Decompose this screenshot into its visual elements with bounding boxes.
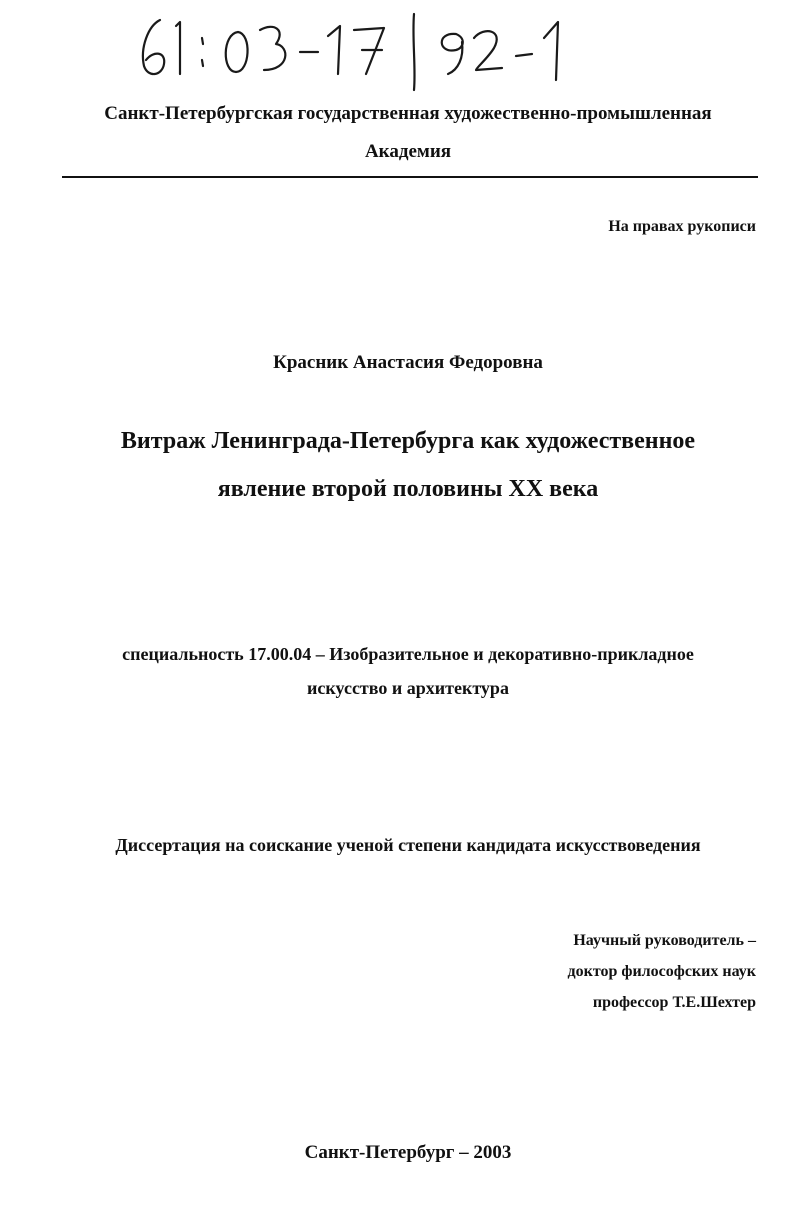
specialty-line-continued: искусство и архитектура — [307, 678, 509, 698]
author-name: Красник Анастасия Федоровна — [273, 352, 543, 373]
dissertation-title: Витраж Ленинграда-Петербурга как художественное — [120, 428, 696, 454]
advisor-name: профессор Т.Е.Шехтер — [592, 994, 756, 1011]
handwritten-mark-drawing — [130, 8, 600, 92]
specialty-line: специальность 17.00.04 – Изобразительное и декоративно-прикладное — [122, 644, 694, 664]
rights-note: На правах рукописи — [608, 218, 756, 235]
institution-name: Санкт-Петербургская государственная художественно-промышленная — [104, 103, 712, 124]
advisor-degree: доктор философских наук — [567, 963, 756, 980]
dissertation-note: Диссертация на соискание ученой степени кандидата искусствоведения — [115, 835, 701, 855]
city-and-year: Санкт-Петербург – 2003 — [304, 1142, 512, 1163]
advisor-label: Научный руководитель – — [573, 932, 756, 949]
institution-name-continued: Академия — [364, 141, 452, 162]
handwritten-catalog-mark — [130, 8, 600, 92]
header-divider — [62, 176, 758, 178]
dissertation-title-continued: явление второй половины XX века — [217, 476, 599, 502]
